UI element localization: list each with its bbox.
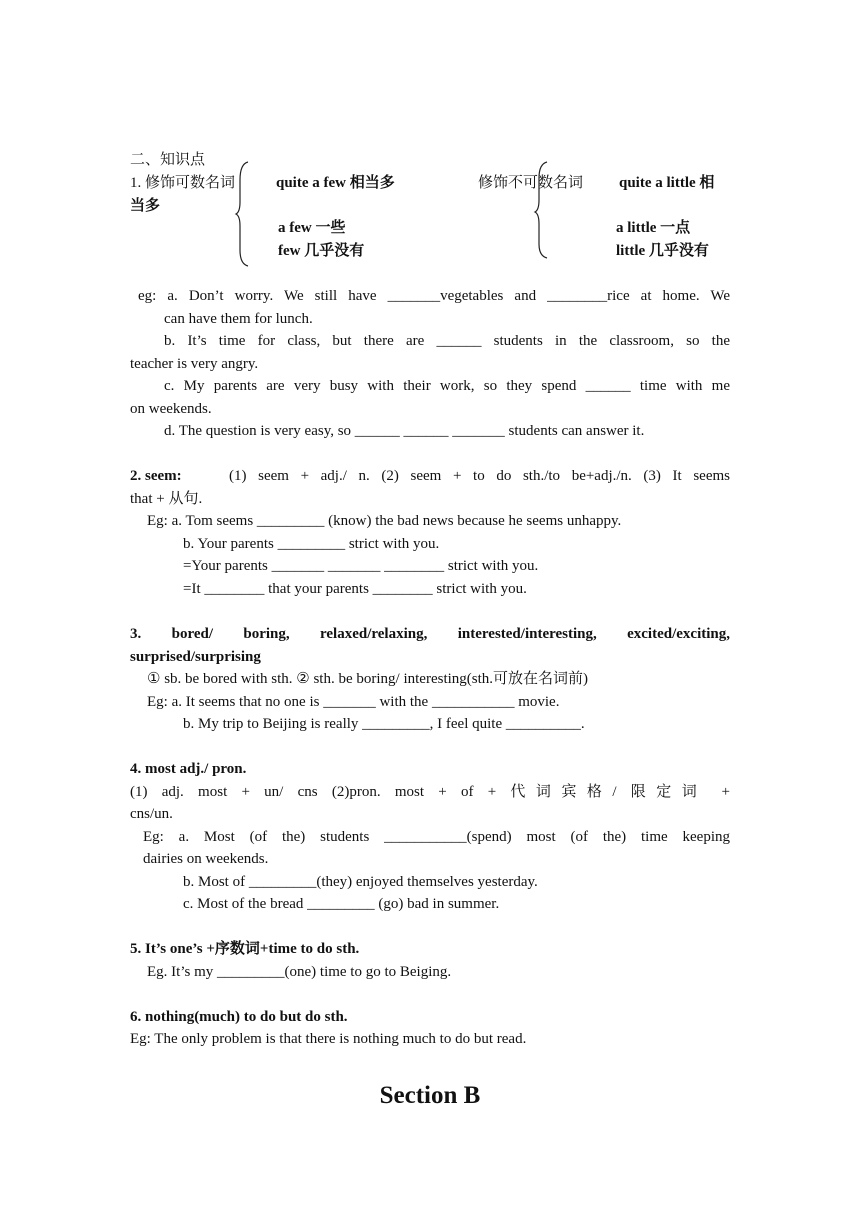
point5-eg: Eg. It’s my _________(one) time to go to Beiging. [147, 964, 452, 980]
point3-eg-b: b. My trip to Beijing is really _________, I feel quite __________. [183, 716, 585, 732]
point1-continuation: 当多 [130, 198, 161, 214]
point2-eg-b: b. Your parents _________ strict with you. [183, 536, 440, 552]
eg1-d-line1: d. The question is very easy, so ______ ______ _______ students can answer it. [164, 423, 645, 439]
point3-rule: ① sb. be bored with sth. ② sth. be boring/ interesting(sth.可放在名词前) [147, 671, 589, 687]
point6-eg: Eg: The only problem is that there is nothing much to do but read. [130, 1031, 527, 1047]
point4-eg-c: c. Most of the bread _________ (go) bad in summer. [183, 896, 500, 912]
point3-title-line1: 3. bored/ boring, relaxed/relaxing, interested/interesting, excited/exciting, [130, 626, 730, 642]
eg1-b-line2: teacher is very angry. [130, 356, 259, 372]
point1-uncountable-label: 修饰不可数名词 [478, 175, 584, 191]
eg1-a-line2: can have them for lunch. [164, 311, 313, 327]
left-brace-icon [236, 160, 250, 268]
point5-title: 5. It’s one’s +序数词+time to do sth. [130, 941, 360, 957]
point4-eg-a-line2: dairies on weekends. [143, 851, 269, 867]
point2-eg-b3: =It ________ that your parents ________ strict with you. [183, 581, 527, 597]
eg1-a-line1: eg: a. Don’t worry. We still have _______vegetables and ________rice at home. We [138, 288, 730, 304]
point4-rule-line1: (1) adj. most + un/ cns (2)pron. most + of + 代词宾格/ 限定词 + [130, 784, 730, 800]
eg1-c-line1: c. My parents are very busy with their work, so they spend ______ time with me [164, 378, 730, 394]
section-heading: 二、知识点 [130, 152, 206, 168]
point1-quite-a-little: quite a little 相 [619, 175, 715, 191]
point1-quite-a-few: quite a few 相当多 [276, 175, 395, 191]
point2-eg-a: Eg: a. Tom seems _________ (know) the bad news because he seems unhappy. [147, 513, 622, 529]
point1-few: few 几乎没有 [278, 243, 365, 259]
point3-title-line2: surprised/surprising [130, 649, 261, 665]
point1-countable-label: 1. 修饰可数名词 [130, 175, 236, 191]
point2-title: 2. seem: [130, 468, 182, 484]
eg1-b-line1: b. It’s time for class, but there are ______ students in the classroom, so the [164, 333, 730, 349]
right-brace-icon [535, 160, 549, 260]
point1-a-little: a little 一点 [616, 220, 691, 236]
eg1-c-line2: on weekends. [130, 401, 212, 417]
point3-eg-a: Eg: a. It seems that no one is _______ with the ___________ movie. [147, 694, 560, 710]
point1-a-few: a few 一些 [278, 220, 346, 236]
point1-little: little 几乎没有 [616, 243, 709, 259]
point6-title: 6. nothing(much) to do but do sth. [130, 1009, 348, 1025]
point2-uses: (1) seem + adj./ n. (2) seem + to do sth./to be+adj./n. (3) It seems [229, 468, 730, 484]
point2-continuation: that + 从句. [130, 491, 203, 507]
point4-rule-line2: cns/un. [130, 806, 173, 822]
point4-eg-a-line1: Eg: a. Most (of the) students ___________(spend) most (of the) time keeping [143, 829, 730, 845]
point2-eg-b2: =Your parents _______ _______ ________ strict with you. [183, 558, 539, 574]
point4-title: 4. most adj./ pron. [130, 761, 247, 777]
point4-eg-b: b. Most of _________(they) enjoyed themselves yesterday. [183, 874, 538, 890]
section-b-title: Section B [379, 1082, 481, 1109]
